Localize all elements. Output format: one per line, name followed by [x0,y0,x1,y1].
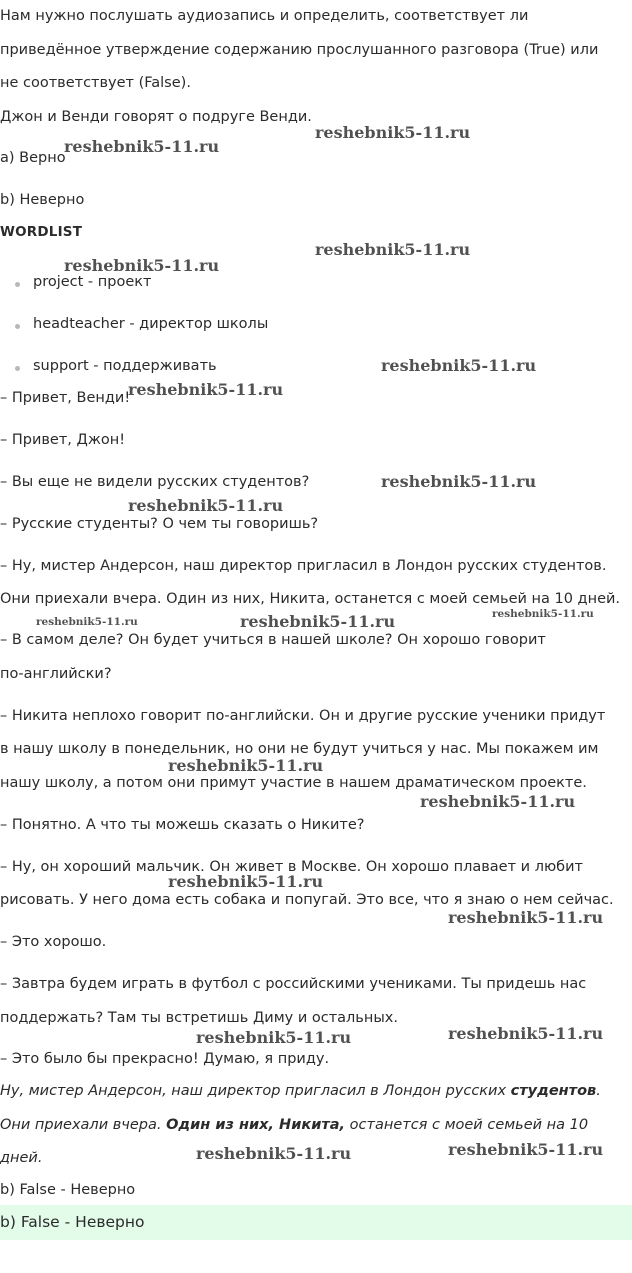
dialogue-line: – Русские студенты? О чем ты говоришь? [0,516,319,532]
dialogue-line: – Никита неплохо говорит по-английски. Он и другие русские ученики придут [0,708,606,724]
watermark: reshebnik5-11.ru [128,380,284,399]
dialogue-line: – Ну, он хороший мальчик. Он живет в Москве. Он хорошо плавает и любит [0,859,583,875]
emphasis-nikita: Один из них, Никита, [166,1117,346,1133]
instruction-line-3: не соответствует (False). [0,75,191,91]
statement: Джон и Венди говорят о подруге Венди. [0,109,312,125]
watermark: reshebnik5-11.ru [381,356,537,375]
dialogue-line: – Ну, мистер Андерсон, наш директор пригласил в Лондон русских студентов. [0,558,607,574]
dialogue-line: рисовать. У него дома есть собака и попугай. Это все, что я знаю о нем сейчас. [0,892,614,908]
dialogue-line: нашу школу, а потом они примут участие в нашем драматическом проекте. [0,775,587,791]
watermark: reshebnik5-11.ru [381,472,537,491]
watermark: reshebnik5-11.ru [64,256,220,275]
watermark: reshebnik5-11.ru [168,872,324,891]
answer-text: b) False - Неверно [0,1182,136,1198]
wordlist-item-project: project - проект [33,274,152,290]
dialogue-line: поддержать? Там ты встретишь Диму и остальных. [0,1010,398,1026]
watermark: reshebnik5-11.ru [448,1140,604,1159]
dialogue-line: по-английски? [0,666,112,682]
dialogue-line: – В самом деле? Он будет учиться в нашей школе? Он хорошо говорит [0,632,546,648]
bullet-dot [15,324,20,329]
explanation-line-3: дней. [0,1150,43,1166]
watermark: reshebnik5-11.ru [196,1028,352,1047]
dialogue-line: – Понятно. А что ты можешь сказать о Никите? [0,817,365,833]
dialogue-line: в нашу школу в понедельник, но они не будут учиться у нас. Мы покажем им [0,741,599,757]
watermark: reshebnik5-11.ru [448,908,604,927]
watermark: reshebnik5-11.ru [240,612,396,631]
dialogue-line: – Вы еще не видели русских студентов? [0,474,310,490]
instruction-line-2: приведённое утверждение содержанию прослушанного разговора (True) или [0,42,599,58]
bullet-dot [15,366,20,371]
watermark: reshebnik5-11.ru [315,240,471,259]
wordlist-heading: WORDLIST [0,224,83,240]
wordlist-item-headteacher: headteacher - директор школы [33,316,269,332]
dialogue-line: – Это было бы прекрасно! Думаю, я приду. [0,1051,330,1067]
watermark: reshebnik5-11.ru [492,608,594,620]
watermark: reshebnik5-11.ru [420,792,576,811]
emphasis-students: студентов [510,1083,597,1099]
option-a: a) Верно [0,150,66,166]
dialogue-line: – Это хорошо. [0,934,107,950]
instruction-line-1: Нам нужно послушать аудиозапись и определить, соответствует ли [0,8,529,24]
watermark: reshebnik5-11.ru [196,1144,352,1163]
watermark: reshebnik5-11.ru [168,756,324,775]
watermark: reshebnik5-11.ru [128,496,284,515]
answer-highlight-box [0,1205,632,1240]
watermark: reshebnik5-11.ru [64,137,220,156]
bullet-dot [15,282,20,287]
watermark: reshebnik5-11.ru [315,123,471,142]
explanation-line-1: Ну, мистер Андерсон, наш директор пригласил в Лондон русских студентов. [0,1083,601,1099]
watermark: reshebnik5-11.ru [448,1024,604,1043]
dialogue-line: – Привет, Венди! [0,390,131,406]
option-b: b) Неверно [0,192,85,208]
highlighted-answer: b) False - Неверно [0,1213,145,1231]
dialogue-line: – Завтра будем играть в футбол с российскими учениками. Ты придешь нас [0,976,587,992]
dialogue-line: – Привет, Джон! [0,432,126,448]
wordlist-item-support: support - поддерживать [33,358,217,374]
watermark: reshebnik5-11.ru [36,616,138,628]
dialogue-line: Они приехали вчера. Один из них, Никита, останется с моей семьей на 10 дней. [0,591,621,607]
explanation-line-2: Они приехали вчера. Один из них, Никита, останется с моей семьей на 10 [0,1117,589,1133]
